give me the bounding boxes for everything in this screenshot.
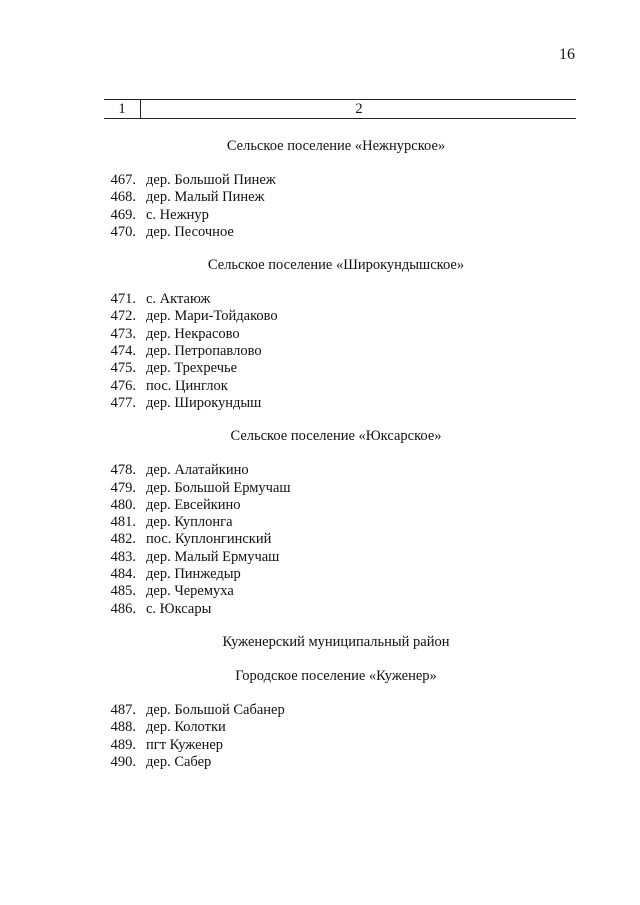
section-heading: Сельское поселение «Нежнурское»: [226, 138, 446, 154]
list-item: [0, 497, 640, 514]
entry-number: 478.: [110, 462, 136, 479]
entry-name: дер. Песочное: [146, 223, 234, 240]
section-shirokundyshskoe: [0, 255, 640, 412]
list-item: [0, 378, 640, 395]
section-nezhnurskoe: [0, 136, 640, 241]
entry-name: дер. Черемуха: [146, 583, 234, 600]
entry-number: 490.: [110, 753, 136, 770]
entry-name: пгт Куженер: [146, 736, 224, 753]
page-number: 16: [559, 46, 575, 63]
list-item: [0, 224, 640, 241]
list-item: [0, 737, 640, 754]
section-heading: Городское поселение «Куженер»: [235, 667, 437, 684]
list-item: [0, 601, 640, 618]
entry-name: с. Нежнур: [146, 206, 209, 223]
list-item: [0, 172, 640, 189]
entry-name: дер. Некрасово: [146, 325, 240, 342]
entry-number: 467.: [110, 172, 136, 188]
district-heading: Куженерский муниципальный район: [222, 633, 450, 650]
entry-number: 474.: [110, 343, 136, 360]
entry-number: 472.: [110, 308, 136, 325]
list-item: [0, 308, 640, 325]
section-kuzhener-town: [0, 666, 640, 771]
list-item: [0, 326, 640, 343]
entry-number: 473.: [110, 325, 136, 342]
entry-number: 483.: [110, 548, 136, 565]
entry-name: дер. Малый Ермучаш: [146, 548, 280, 565]
entry-number: 482.: [110, 531, 136, 548]
entry-name: дер. Петропавлово: [146, 343, 262, 360]
entry-number: 477.: [110, 394, 136, 411]
entry-name: дер. Малый Пинеж: [146, 189, 265, 206]
list-item: [0, 462, 640, 479]
document-body: [0, 136, 640, 785]
column-number-1: 1: [104, 100, 141, 118]
entry-name: с. Актаюж: [146, 291, 211, 308]
entry-number: 468.: [110, 189, 136, 206]
entry-number: 480.: [110, 496, 136, 513]
entry-name: пос. Куплонгинский: [146, 531, 272, 548]
entry-name: дер. Мари-Тойдаково: [146, 308, 278, 325]
entry-name: пос. Цинглок: [146, 377, 228, 394]
entry-number: 475.: [110, 360, 136, 377]
list-item: [0, 566, 640, 583]
list-item: [0, 395, 640, 412]
list-item: [0, 343, 640, 360]
list-item: [0, 514, 640, 531]
entry-number: 471.: [110, 291, 136, 308]
entry-name: дер. Куплонга: [146, 514, 233, 531]
section-kuzhenersky-district: [0, 632, 640, 652]
entry-name: дер. Широкундыш: [146, 394, 262, 411]
entry-name: дер. Большой Сабанер: [146, 701, 285, 718]
list-item: [0, 531, 640, 548]
list-item: [0, 480, 640, 497]
entry-number: 469.: [110, 206, 136, 223]
list-item: [0, 583, 640, 600]
list-item: [0, 291, 640, 308]
entry-name: дер. Трехречье: [146, 360, 238, 377]
list-item: [0, 207, 640, 224]
entry-name: дер. Евсейкино: [146, 496, 241, 513]
entry-number: 488.: [110, 719, 136, 736]
list-item: [0, 754, 640, 771]
entry-number: 486.: [110, 600, 136, 617]
section-yuksarskoe: [0, 426, 640, 618]
entry-number: 470.: [110, 223, 136, 240]
column-number-2: 2: [355, 101, 363, 117]
entry-name: дер. Алатайкино: [146, 462, 249, 479]
list-item: [0, 360, 640, 377]
entry-name: дер. Большой Ермучаш: [146, 479, 291, 496]
entry-name: с. Юксары: [146, 600, 212, 617]
entry-name: дер. Пинжедыр: [146, 566, 241, 583]
entry-name: дер. Колотки: [146, 719, 226, 736]
list-item: [0, 719, 640, 736]
entry-number: 485.: [110, 583, 136, 600]
entry-name: дер. Сабер: [146, 753, 212, 770]
list-item: [0, 702, 640, 719]
table-column-header: [104, 99, 576, 119]
list-item: [0, 189, 640, 206]
entry-number: 481.: [110, 514, 136, 531]
list-item: [0, 549, 640, 566]
entry-number: 487.: [110, 701, 136, 718]
entry-number: 479.: [110, 479, 136, 496]
section-heading: Сельское поселение «Юксарское»: [230, 428, 442, 445]
entry-number: 489.: [110, 736, 136, 753]
entry-number: 476.: [110, 377, 136, 394]
entry-name: дер. Большой Пинеж: [146, 172, 276, 188]
entry-number: 484.: [110, 566, 136, 583]
section-heading: Сельское поселение «Широкундышское»: [207, 257, 465, 274]
